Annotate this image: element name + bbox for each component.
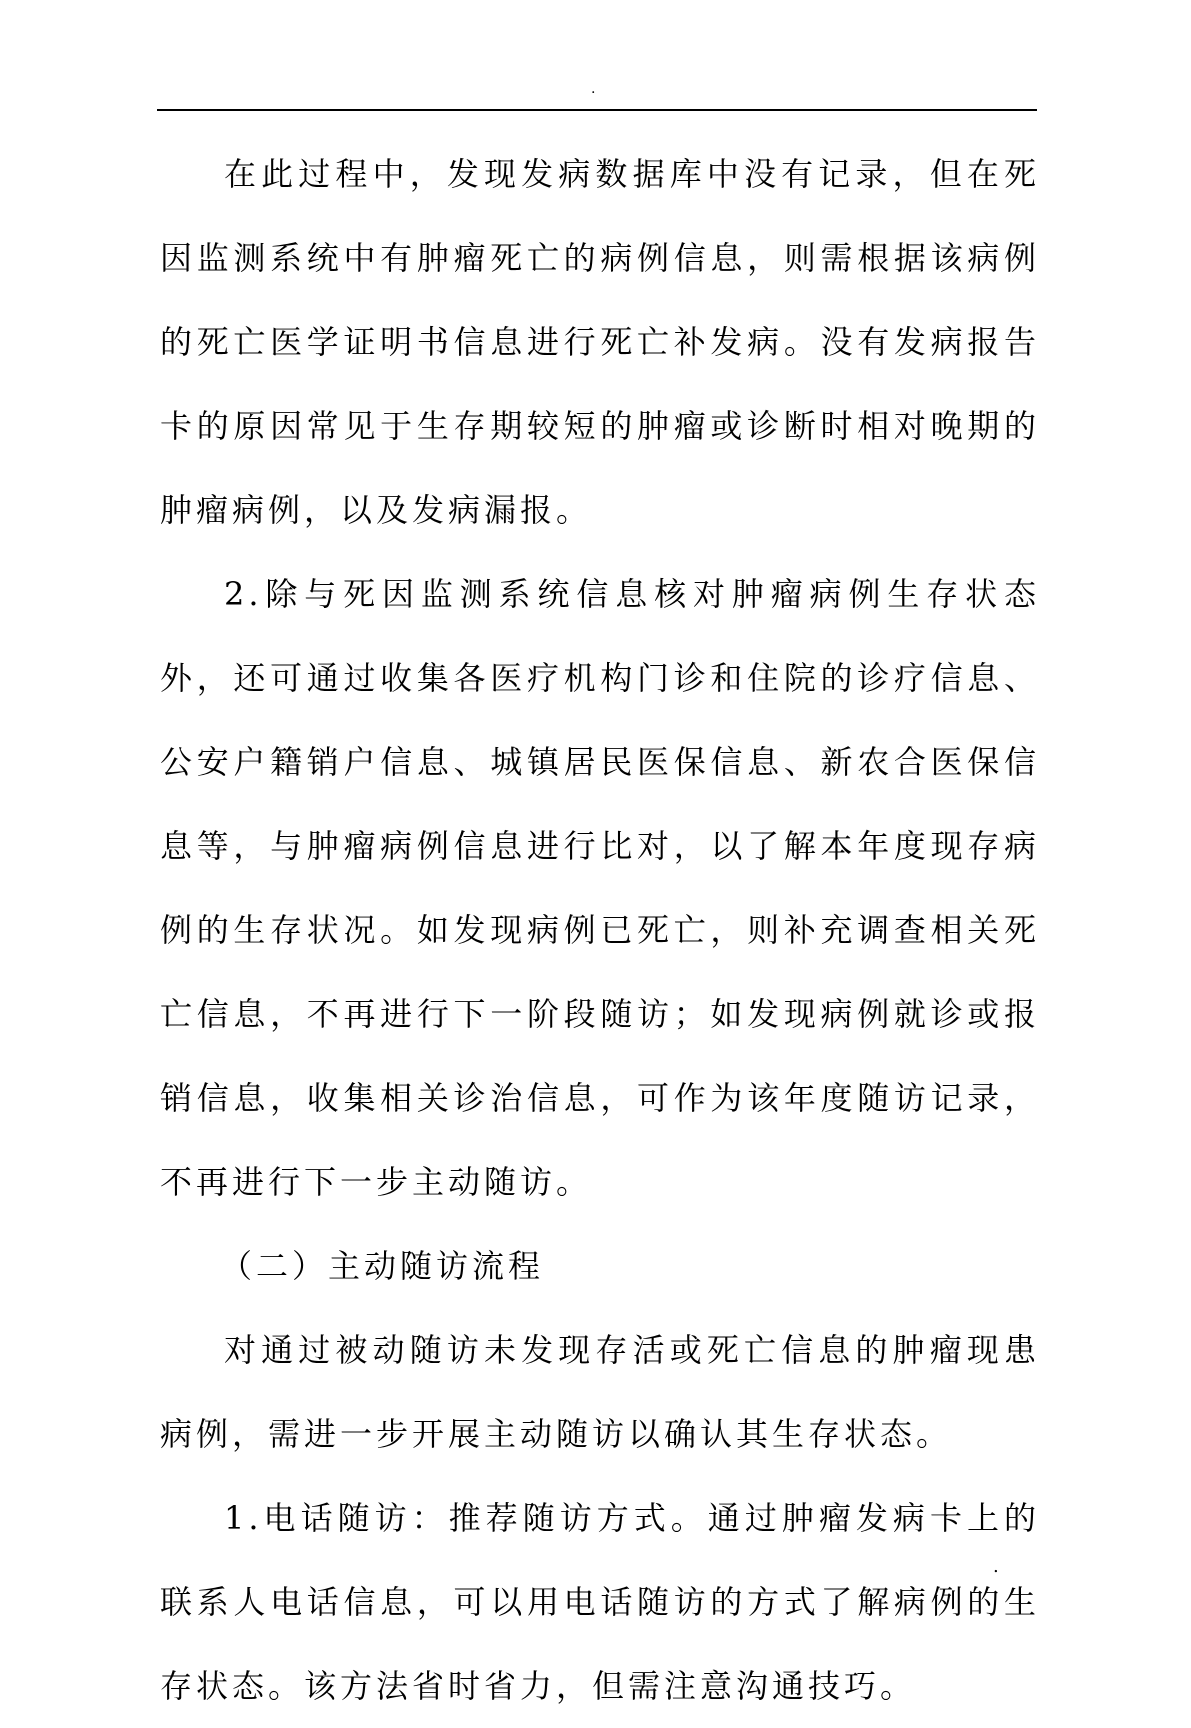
paragraph-phone-followup: 1.电话随访：推荐随访方式。通过肿瘤发病卡上的联系人电话信息，可以用电话随访的方式了解病例的生存状态。该方法省时省力，但需注意沟通技巧。 (160, 1499, 1040, 1705)
header-mark: . (591, 81, 596, 97)
footer-mark: . (993, 1556, 999, 1577)
document-body (160, 132, 1040, 1728)
header-rule (157, 109, 1037, 111)
paragraph-passive-followup-sources: 2.除与死因监测系统信息核对肿瘤病例生存状态外，还可通过收集各医疗机构门诊和住院的诊疗信息、公安户籍销户信息、城镇居民医保信息、新农合医保信息等，与肿瘤病例信息进行比对，以了解本年度现存病例的生存状况。如发现病例已死亡，则补充调查相关死亡信息，不再进行下一阶段随访；如发现病例就诊或报销信息，收集相关诊治信息，可作为该年度随访记录，不再进行下一步主动随访。 (160, 575, 1040, 1201)
section-heading-active-followup: （二）主动随访流程 (220, 1247, 545, 1285)
paragraph-active-followup-intro: 对通过被动随访未发现存活或死亡信息的肿瘤现患病例，需进一步开展主动随访以确认其生存状态。 (160, 1331, 1040, 1453)
paragraph-death-supplement: 在此过程中，发现发病数据库中没有记录，但在死因监测系统中有肿瘤死亡的病例信息，则需根据该病例的死亡医学证明书信息进行死亡补发病。没有发病报告卡的原因常见于生存期较短的肿瘤或诊断时相对晚期的肿瘤病例，以及发病漏报。 (160, 155, 1040, 529)
